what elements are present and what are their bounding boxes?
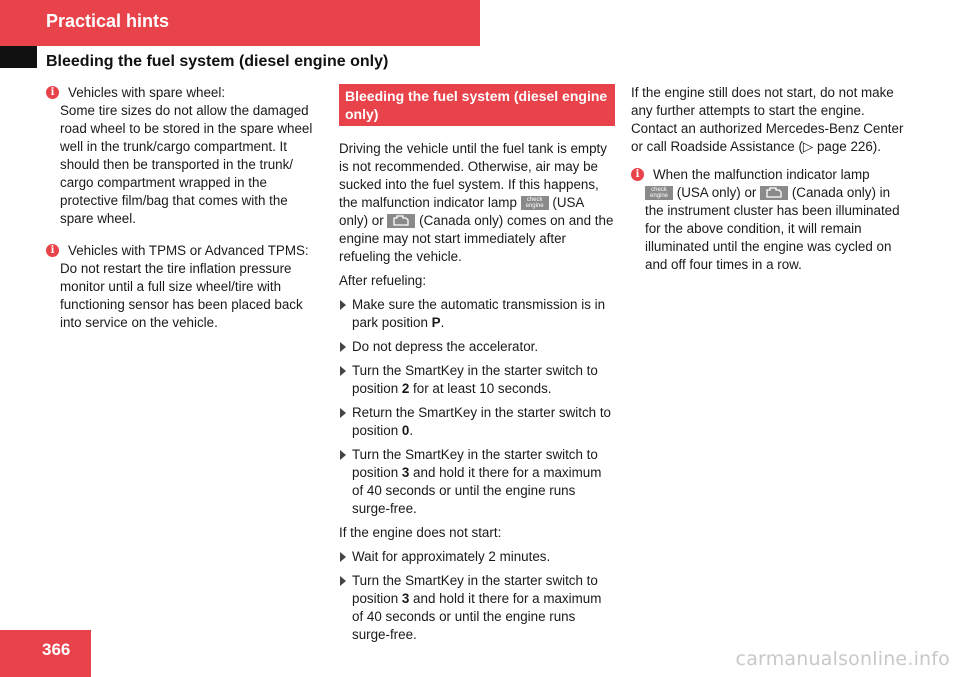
check-engine-lamp-icon: check engine <box>645 186 673 200</box>
step-list-if-not-start <box>339 548 615 644</box>
section-title: Bleeding the fuel system (diesel engine only) <box>46 53 389 70</box>
info-note-text: (Canada only) in the instrument cluster has been illuminated for the above condition, it will remain illuminated until the engine was cycled on and off four times in a row. <box>645 185 900 272</box>
engine-lamp-icon <box>387 214 415 228</box>
column-right <box>631 84 911 288</box>
arrow-icon <box>340 408 346 418</box>
step-item <box>339 572 615 644</box>
step-text-end: . <box>409 423 414 438</box>
arrow-icon <box>340 552 346 562</box>
arrow-icon <box>340 300 346 310</box>
step-item <box>339 548 615 566</box>
intro-paragraph <box>339 140 615 266</box>
info-note-body: Some tire sizes do not allow the damaged road wheel to be stored in the spare wheel well in the trunk/cargo compartment. It should then be transported in the trunk/ cargo compartment wrapped in the protective film/bag that comes with the spare wheel. <box>60 103 313 226</box>
engine-lamp-icon <box>760 186 788 200</box>
contact-paragraph: If the engine still does not start, do not make any further attempts to start the engine. Contact an authorized Mercedes-Benz Center or call Roadside Assistance (▷ page 226). <box>631 85 904 154</box>
info-icon: i <box>631 168 644 181</box>
step-text-end: and hold it there for a maximum of 40 seconds or until the engine runs surge-free. <box>352 465 602 516</box>
step-text: Turn the SmartKey in the starter switch to position <box>352 573 598 606</box>
step-text: Make sure the automatic transmission is in park position <box>352 297 606 330</box>
info-note-heading: Vehicles with TPMS or Advanced TPMS: <box>68 243 309 258</box>
check-engine-lamp-icon: check engine <box>521 196 549 210</box>
corner-block <box>0 46 37 68</box>
step-list-after-refueling <box>339 296 615 518</box>
step-item <box>339 338 615 356</box>
info-note-heading: Vehicles with spare wheel: <box>68 85 226 100</box>
step-text: Return the SmartKey in the starter switch to position <box>352 405 611 438</box>
info-note-spare-wheel <box>46 84 322 228</box>
intro-text: Driving the vehicle until the fuel tank is empty is not recommended. Otherwise, air may be sucked into the fuel system. If this happens, the malfunction indicator lamp <box>339 141 607 210</box>
header-tab <box>0 0 480 46</box>
info-icon: i <box>46 244 59 257</box>
step-text-end: and hold it there for a maximum of 40 seconds or until the engine runs surge-free. <box>352 591 602 642</box>
info-note-tpms <box>46 242 322 332</box>
step-position-value: 3 <box>401 591 410 606</box>
step-position-value: 0 <box>401 423 410 438</box>
arrow-icon <box>340 450 346 460</box>
info-icon: i <box>46 86 59 99</box>
step-text: Do not depress the accelerator. <box>352 339 539 354</box>
page-number-box <box>0 630 91 677</box>
arrow-icon <box>340 366 346 376</box>
intro-text: (Canada only) comes on and the engine may not start immediately after refueling the vehicle. <box>339 213 614 264</box>
step-item <box>339 296 615 332</box>
step-item <box>339 446 615 518</box>
watermark: carmanualsonline.info <box>735 648 950 670</box>
info-note-text: (USA only) or <box>676 185 757 200</box>
after-refueling-label: After refueling: <box>339 273 427 288</box>
step-text-end: for at least 10 seconds. <box>409 381 552 396</box>
arrow-icon <box>340 342 346 352</box>
step-position-value: P <box>431 315 441 330</box>
step-item <box>339 362 615 398</box>
box-heading: Bleeding the fuel system (diesel engine only) <box>339 84 615 126</box>
page-number: 366 <box>42 640 71 659</box>
intro-text: (USA only) or <box>339 195 584 228</box>
step-text: Wait for approximately 2 minutes. <box>352 549 551 564</box>
info-note-lamp <box>631 166 911 274</box>
info-note-body: Do not restart the tire inflation pressure monitor until a full size wheel/tire with functioning sensor has been placed back into service on the vehicle. <box>60 261 303 330</box>
if-not-start-label: If the engine does not start: <box>339 525 502 540</box>
column-left <box>46 84 322 346</box>
info-note-text: When the malfunction indicator lamp <box>653 167 870 182</box>
column-middle <box>339 84 615 650</box>
step-text: Turn the SmartKey in the starter switch to position <box>352 447 598 480</box>
step-text-end: . <box>440 315 445 330</box>
step-item <box>339 404 615 440</box>
arrow-icon <box>340 576 346 586</box>
chapter-title: Practical hints <box>46 11 170 31</box>
step-position-value: 2 <box>401 381 410 396</box>
step-text: Turn the SmartKey in the starter switch to position <box>352 363 598 396</box>
step-position-value: 3 <box>401 465 410 480</box>
